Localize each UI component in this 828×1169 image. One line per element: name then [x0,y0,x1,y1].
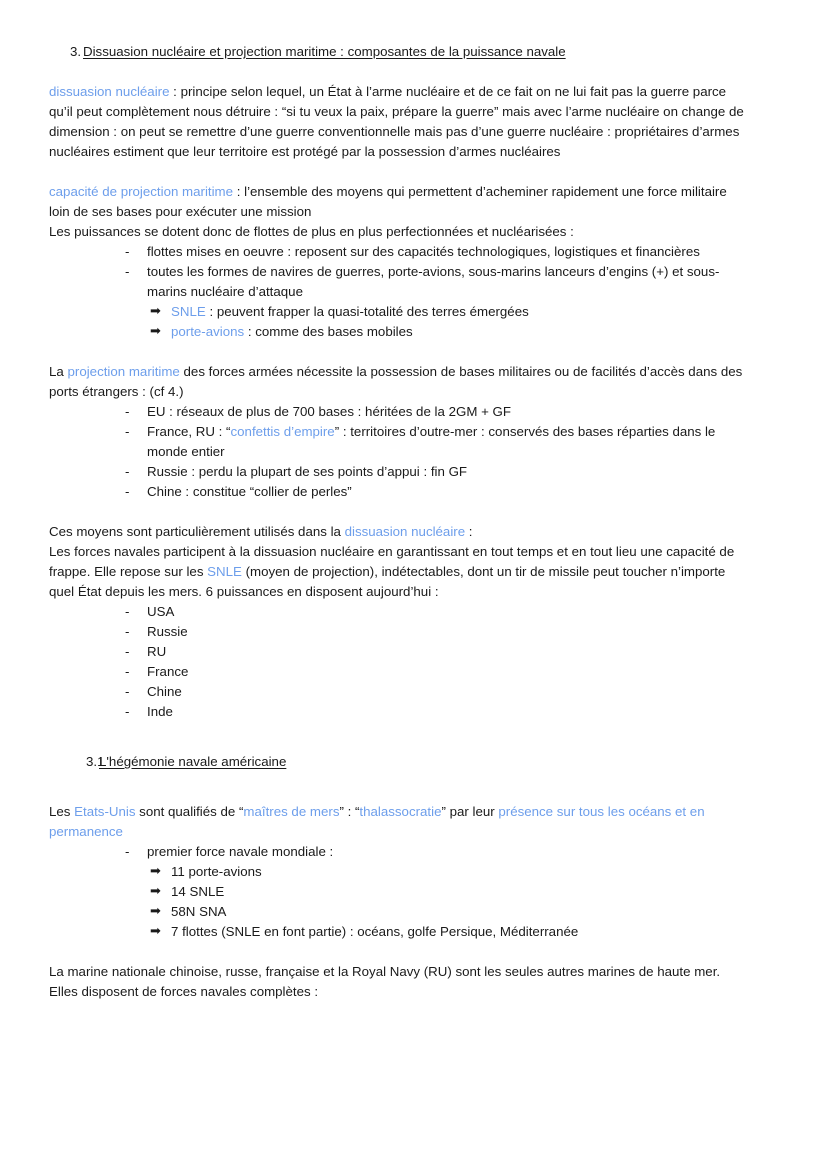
term-etats-unis: Etats-Unis [74,804,136,819]
paragraph-etats-unis-p3: ” : “ [339,804,360,819]
heading-section-3-1-number: 3.1 [86,754,105,769]
paragraph-forces-navales [49,542,745,602]
paragraph-etats-unis-p2: sont qualifiés de “ [135,804,244,819]
list-item [49,602,745,622]
spacer [49,742,745,752]
spacer [49,162,745,182]
arrow-bullet-icon: ➡ [150,323,161,338]
list-item-label: France [147,664,189,679]
paragraph-forces-navales-part1: Les forces navales participent à la dissuasion nucléaire en garantissant en tout temps et en tout lieu une capacité de frappe. Elle repose sur les [49,544,735,579]
list-item-label: Russie : perdu la plupart de ses points d’appui : fin GF [147,464,468,479]
arrow-bullet-icon: ➡ [150,923,161,938]
dash-bullet-icon: - [125,644,130,659]
list-item [49,462,745,482]
list-item [49,622,745,642]
list-item-label: premier force navale mondiale : [147,844,334,859]
list-bases [49,402,745,502]
list-item-label: Inde [147,704,173,719]
list-item-label: 11 porte-avions [171,864,262,879]
arrow-bullet-icon: ➡ [150,863,161,878]
dash-bullet-icon: - [125,424,130,439]
term-dissuasion-nucleaire: dissuasion nucléaire [344,524,466,539]
term-maitres-de-mers: maîtres de mers [243,804,340,819]
spacer [49,792,745,802]
paragraph-forces-navales-part2: (moyen de projection), indétectables, dont un tir de missile peut toucher n’importe quel État depuis les mers. 6 puissances en disposent aujourd’hui : [49,564,726,599]
list-item [49,702,745,722]
paragraph-puissances-flottes: Les puissances se dotent donc de flottes de plus en plus perfectionnées et nucléarisées : [49,224,574,239]
list-item [49,242,745,262]
paragraph-capacite-body: : l’ensemble des moyens qui permettent d’acheminer rapidement une force militaire loin de ses bases pour exécuter une mission [49,184,727,219]
term-capacite-projection-maritime: capacité de projection maritime [49,184,234,199]
list-item-suffix: ” : territoires d’outre-mer : conservés des bases réparties dans le monde entier [147,424,716,459]
list-item-label: EU : réseaux de plus de 700 bases : héritées de la 2GM + GF [147,404,512,419]
list-item [147,302,745,322]
paragraph-etats-unis-p1: Les [49,804,75,819]
list-item-label [171,302,745,322]
list-item [49,662,745,682]
paragraph-dissuasion-body: : principe selon lequel, un État à l’arme nucléaire et de ce fait on ne lui fait pas la guerre parce qu’il peut complètement nous détruire : “si tu veux la paix, prépare la guerre” mais avec l’arme nucléaire on change de dimension : on peut se remettre d’une guerre conventionnelle mais pas d’une guerre nucléaire : propriétaires d’armes nucléaires estiment que leur territoire est protégé par la possession d’armes nucléaires [49,84,744,159]
list-item-label: 14 SNLE [171,884,225,899]
list-item-label: Chine [147,684,182,699]
list-item-rest: : peuvent frapper la quasi-totalité des terres émergées [205,304,529,319]
dash-bullet-icon: - [125,844,130,859]
list-item [49,262,745,342]
list-item-label [147,422,745,462]
list-premiere-force-navale [49,842,745,942]
document-body [49,42,745,1002]
list-flottes [49,242,745,342]
dash-bullet-icon: - [125,664,130,679]
list-item [147,862,745,882]
list-item [49,402,745,422]
dash-bullet-icon: - [125,264,130,279]
term-dissuasion-nucleaire: dissuasion nucléaire [49,84,170,99]
dash-bullet-icon: - [125,624,130,639]
list-item [49,682,745,702]
heading-section-3 [49,42,745,62]
arrow-bullet-icon: ➡ [150,303,161,318]
term-thalassocratie: thalassocratie [359,804,442,819]
heading-section-3-number: 3. [70,44,82,59]
list-flottes-sublist [147,302,745,342]
dash-bullet-icon: - [125,604,130,619]
term-snle: SNLE [207,564,242,579]
list-item [147,882,745,902]
list-puissances-nucleaires [49,602,745,722]
list-item [49,642,745,662]
list-item-label: 7 flottes (SNLE en font partie) : océans, golfe Persique, Méditerranée [171,924,579,939]
paragraph-etats-unis-p4: ” par leur [441,804,499,819]
paragraph-dissuasion-nucleaire [49,82,745,162]
list-item [147,922,745,942]
spacer [49,502,745,522]
list-item [49,422,745,462]
paragraph-ces-moyens-prefix: Ces moyens sont particulièrement utilisés dans la [49,524,345,539]
dash-bullet-icon: - [125,684,130,699]
dash-bullet-icon: - [125,464,130,479]
paragraph-ces-moyens [49,522,745,542]
list-item [147,322,745,342]
term-presence-oceans: présence sur tous les océans et en permanence [49,804,705,839]
paragraph-projection-maritime [49,362,745,402]
list-item-label: toutes les formes de navires de guerres, porte-avions, sous-marins lanceurs d’engins (+) et sous-marins nucléaire d’attaque [147,264,720,299]
list-item-label: Chine : constitue “collier de perles” [147,484,352,499]
list-item-rest: : comme des bases mobiles [244,324,413,339]
arrow-bullet-icon: ➡ [150,883,161,898]
list-item-label [171,322,745,342]
list-item-label: RU [147,644,167,659]
paragraph-ces-moyens-suffix: : [465,524,473,539]
term-projection-maritime: projection maritime [67,364,180,379]
list-item-label: Russie [147,624,188,639]
list-item-label: flottes mises en oeuvre : reposent sur des capacités technologiques, logistiques et financières [147,244,700,259]
term-porte-avions: porte-avions [171,324,245,339]
spacer [49,772,745,792]
list-premiere-force-sublist [147,862,745,942]
paragraph-projection-body: des forces armées nécessite la possession de bases militaires ou de facilités d’accès dans des ports étrangers : (cf 4.) [49,364,743,399]
dash-bullet-icon: - [125,704,130,719]
list-item-label: 58N SNA [171,904,227,919]
arrow-bullet-icon: ➡ [150,903,161,918]
list-item-prefix: France, RU : “ [147,424,231,439]
heading-section-3-1 [49,752,745,772]
list-item [49,842,745,942]
heading-section-3-1-title: L'hégémonie navale américaine [99,754,287,769]
heading-section-3-title: Dissuasion nucléaire et projection maritime : composantes de la puissance navale [83,44,566,59]
spacer [49,942,745,962]
paragraph-etats-unis [49,802,745,842]
term-snle: SNLE [171,304,206,319]
dash-bullet-icon: - [125,484,130,499]
paragraph-projection-prefix: La [49,364,68,379]
list-item [49,482,745,502]
term-confettis-dempire: confettis d’empire [230,424,335,439]
spacer [49,722,745,742]
list-item [147,902,745,922]
spacer [49,342,745,362]
paragraph-marine-nationale: La marine nationale chinoise, russe, française et la Royal Navy (RU) sont les seules autres marines de haute mer. Elles disposent de forces navales complètes : [49,964,721,999]
list-item-label: USA [147,604,175,619]
dash-bullet-icon: - [125,404,130,419]
paragraph-capacite-projection [49,182,745,222]
spacer [49,62,745,82]
dash-bullet-icon: - [125,244,130,259]
